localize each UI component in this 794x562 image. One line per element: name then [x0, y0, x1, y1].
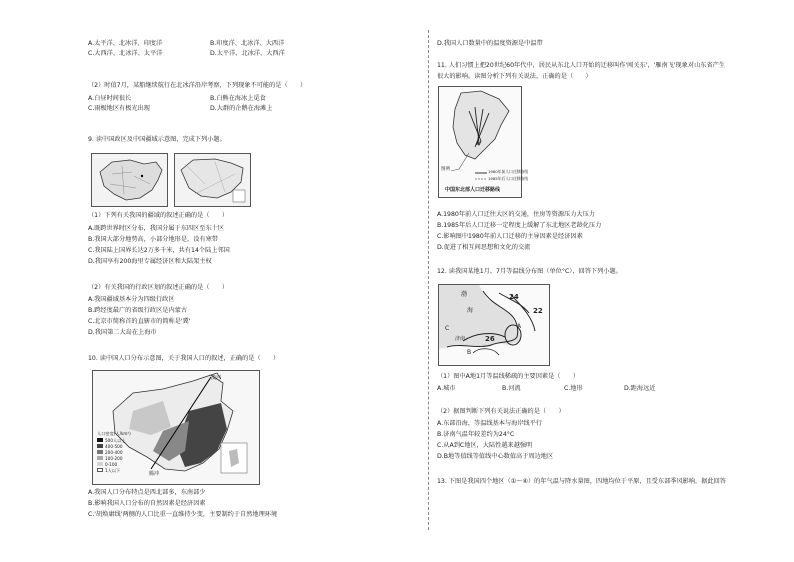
legend-swatch	[97, 468, 103, 472]
column-divider	[428, 30, 429, 530]
china-territory-map-graphic	[175, 154, 250, 206]
q9a-option-b: B.我国大部分地势高，小部分地形是，没有寒带	[88, 236, 218, 243]
q10-legend-title: 人口密度(人/km²)	[97, 431, 131, 436]
q8-option-b: B.印度洋、北冰洋、大西洋	[210, 40, 285, 47]
q10-option-d: D.我国人口数量中的温度资源是中温带	[437, 40, 543, 47]
q11-legend-1985: 1985年后人口迁移路线	[488, 176, 529, 181]
q9-stem: 9. 读中国政区及中国疆域示意图，完成下列小题。	[88, 136, 226, 143]
q12-label-b: B	[467, 349, 472, 356]
q10-legend-item: 0-100	[105, 462, 118, 467]
q12a-option-b: B.河流	[502, 385, 521, 392]
q10-map-legend	[97, 431, 145, 479]
legend-swatch	[97, 450, 103, 454]
q10-option-b: B.影响我国人口分布的自然因素是经济因素	[88, 500, 206, 507]
q9b-option-a: A.我国疆域基本分为四级行政区	[88, 296, 175, 303]
q11-stem-line1: 11. 人们习惯上把20世纪60年代中，居民从东北人口开始的迁移叫作'闯关东'，'雁南飞'现象对山东省产生	[437, 62, 726, 69]
q12b-option-a: A.东部沿海，等温线基本与海岸线平行	[437, 420, 543, 427]
legend-swatch	[97, 456, 103, 460]
q11-option-a: A.1980年前人口迁往大区的交通，住房等资源压力大压力	[437, 211, 595, 218]
q12-label-hai: 海	[467, 307, 474, 314]
legend-swatch	[97, 438, 103, 442]
q11-stem-line2: 很大的影响。读图分析下列有关说法，正确的是（ ）	[437, 73, 592, 80]
q12-label-c: C	[445, 325, 450, 332]
q8b-option-d: D.大群的企鹅在海滩上	[210, 105, 273, 112]
q12b-option-c: C.从A到C地区，大陆性越来越强明	[437, 442, 533, 449]
q10-option-c: C.'胡焕庸线'两侧的人口比重一直维持少变，主要制约于自然地理环境	[88, 511, 278, 518]
q10-option-a: A.我国人口分布特点是西北部多，东南部少	[88, 489, 206, 496]
legend-swatch	[97, 462, 103, 466]
q8-option-d: D.太平洋、北冰洋、大西洋	[210, 50, 285, 57]
q10-legend-item: 200-400	[105, 450, 123, 455]
q10-legend-item: 100-200	[105, 456, 123, 461]
q12-label-a: A	[517, 323, 522, 330]
q8b-option-a: A.白昼时间很长	[88, 95, 132, 102]
q9b-option-d: D.我国第二大岛在上海市	[88, 329, 157, 336]
china-population-map	[92, 370, 260, 485]
q11-map-caption: 中国东北部人口迁移路线	[445, 187, 501, 193]
q8b-option-c: C.雨极地区有极光出现	[88, 105, 150, 112]
q12b-option-b: B.济南气温年较差约为24°C	[437, 431, 515, 438]
q9a-option-c: C.我国陆上国界长达2万多千米，共有14个陆上邻国	[88, 247, 230, 254]
q12-label-24: 24	[509, 293, 519, 301]
china-territory-map	[174, 153, 251, 207]
q11-legend-1980: 1980年前人口迁移路线	[488, 169, 529, 174]
q9a-stem: （1）下列有关我国的疆域的叙述正确的是（ ）	[88, 212, 229, 219]
china-political-map-graphic	[92, 154, 167, 206]
q8b-stem: （2）时值7月，某船继续航行在北冰洋沿岸考察，下列现象不可能的是（ ）	[88, 82, 307, 89]
q12a-option-a: A.城市	[437, 385, 456, 392]
q9b-option-b: B.跨经度最广的省级行政区是内蒙古	[88, 307, 188, 314]
q12-label-jinan: 济南	[455, 336, 466, 342]
q11-option-b: B.1985年后人口迁移一定程度上缓解了东北地区老龄化压力	[437, 222, 602, 229]
northeast-migration-map	[438, 86, 529, 198]
q12a-option-c: C.地形	[564, 385, 583, 392]
q8-option-a: A.太平洋、北冰洋、印度洋	[88, 40, 163, 47]
legend-swatch	[97, 444, 103, 448]
q12-stem: 12. 读我国某地1月、7月等温线分布图（单位°C），回答下列小题。	[437, 268, 622, 275]
q9b-stem: （2）有关我国的行政区划的叙述正确的是（ ）	[88, 284, 229, 291]
q11-option-d: D.促进了相互间思想和文化的交流	[437, 244, 531, 251]
q12b-option-d: D.B地等值线等值线中心数值高于周边地区	[437, 453, 554, 460]
q8b-option-b: B.白熊在海冰上觅食	[210, 95, 266, 102]
q12a-stem: （1）图中A地1月等温线稀疏的主要因素是（ ）	[437, 373, 580, 380]
q13-stem: 13. 下图是我国四个地区（①～④）的年气温与降水量图，四地均位于平原，且受东部季风影响，据此回答	[437, 478, 726, 485]
q8-option-c: C.大西洋、北冰洋、太平洋	[88, 50, 163, 57]
q12-label-bo: 渤	[461, 291, 468, 298]
q10-legend-item: 1人以下	[105, 468, 121, 473]
q10-stem: 10. 读中国人口分布示意图，关于我国人口的叙述，正确的是（ ）	[88, 355, 280, 362]
isotherm-map	[438, 284, 550, 366]
china-political-map	[91, 153, 168, 207]
q9b-option-c: C.北京市简称首的直辖市的简称是'冀'	[88, 318, 191, 325]
q11-option-c: C.影响图中1980年前人口迁移的主导因素是经济因素	[437, 233, 583, 240]
q9a-option-d: D.我国享有200海里专属经济区和大陆架主权	[88, 258, 212, 265]
q12-label-26: 26	[485, 335, 495, 343]
q10-legend-item: 400-500	[105, 444, 123, 449]
q9a-option-a: A.既跨世界时区分布，我国分属于东四区至东十区	[88, 225, 225, 232]
q10-map-label-tengchong: 腾冲	[149, 471, 160, 477]
q12b-stem: （2）据图判断下列有关说法正确的是（ ）	[437, 408, 565, 415]
isotherm-map-graphic	[439, 285, 549, 365]
q10-legend-item: 500人以上	[105, 438, 126, 443]
q12-label-22: 22	[533, 307, 543, 315]
q10-map-label-mohe: 漠河	[211, 375, 222, 381]
q12a-option-d: D.距海远近	[624, 385, 656, 392]
q11-legend-title: 图例	[441, 167, 450, 172]
